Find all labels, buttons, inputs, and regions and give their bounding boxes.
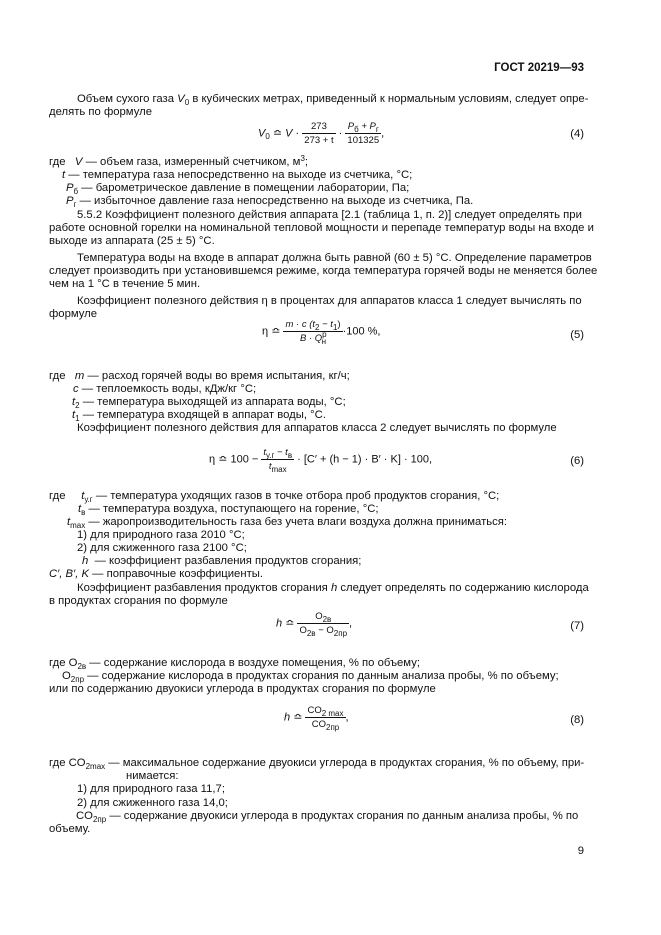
- def-t: t — температура газа непосредственно на выходе из счетчика, °С;: [62, 169, 413, 181]
- def-co2max-line2: нимается:: [126, 770, 179, 782]
- def-tmax: $t_{max}$ — жаропроизводительность газа без учета влаги воздуха должна приниматься:: [67, 516, 508, 530]
- def-pb: $P_б$ — барометрическое давление в помещении лаборатории, Па;: [66, 182, 410, 196]
- equation-5: η ≏ $\frac{m \cdot c (t_2 - t_1)}{B \cdot Q^р_н}$ ·100 %,: [262, 319, 381, 346]
- def-v: где V — объем газа, измеренный счетчиком, $м^3$;: [49, 154, 309, 168]
- para-v0-line2: делять по формуле: [49, 106, 152, 118]
- equation-8-number: (8): [570, 714, 584, 726]
- eq7-fraction: $\frac{O_{2в}}{O_{2в} - O_{2пр}}$: [299, 611, 348, 638]
- def-tv: $t_в$ — температура воздуха, поступающего на горение, °С;: [78, 503, 379, 517]
- standard-header: ГОСТ 20219—93: [494, 62, 584, 74]
- eq5-fraction: $\frac{m \cdot c (t_2 - t_1)}{B \cdot Q^р_н}$: [285, 319, 341, 346]
- def-tug: где $t_{у.г}$ — температура уходящих газов в точке отбора проб продуктов сгорания, °С;: [49, 490, 500, 504]
- para-kpd2: Коэффициент полезного действия для аппаратов класса 2 следует вычислять по формуле: [77, 422, 557, 434]
- equation-4-number: (4): [570, 128, 584, 140]
- def-correction-coefficients: C′, B′, K — поправочные коэффициенты.: [49, 568, 264, 580]
- para-h-line2: в продуктах сгорания по формуле: [49, 595, 228, 607]
- page-number: 9: [577, 845, 584, 857]
- para-h-line1: Коэффициент разбавления продуктов сгорания h следует определять по содержанию кислорода: [77, 582, 589, 594]
- def-pg: $P_г$ — избыточное давление газа непосредственно на выходе из счетчика, Па.: [66, 195, 474, 209]
- def-o2v: где $O_{2в}$ — содержание кислорода в воздухе помещения, % по объему;: [49, 657, 420, 671]
- tmax-item-1: 1) для природного газа 2010 °С;: [77, 529, 245, 541]
- equation-7-number: (7): [570, 620, 584, 632]
- para-552-line1: 5.5.2 Коэффициент полезного действия аппарата [2.1 (таблица 1, п. 2)] следует определять при: [77, 209, 582, 221]
- para-temp-line2: следует производить при установившемся режиме, когда температура горячей воды не меняется более: [49, 265, 598, 277]
- co2-item-2: 2) для сжиженного газа 14,0;: [77, 797, 228, 809]
- para-552-line2: работе основной горелки на номинальной тепловой мощности и перепаде температур воды на входе и: [49, 222, 594, 234]
- def-co2pr-line2: объему.: [49, 823, 91, 835]
- def-o2pr: $O_{2пр}$ — содержание кислорода в продуктах сгорания по данным анализа пробы, % по объему;: [62, 670, 559, 684]
- tmax-item-2: 2) для сжиженного газа 2100 °С;: [77, 542, 247, 554]
- para-552-line3: выходе из аппарата (25 ± 5) °С.: [49, 235, 215, 247]
- para-kpd1-line1: Коэффициент полезного действия η в процентах для аппаратов класса 1 следует вычислять по: [77, 295, 582, 307]
- para-temp-line3: чем на 1 °С в течение 5 мин.: [49, 278, 201, 290]
- def-co2max-line1: где $CO_{2max}$ — максимальное содержание двуокиси углерода в продуктах сгорания, % по объему, при-: [49, 757, 585, 771]
- eq4-fraction-pressure: $\frac{P_б + P_г}{101325}$: [347, 121, 380, 146]
- para-v0-line1: Объем сухого газа $V_0$ в кубических метрах, приведенный к нормальным условиям, следует опре-: [77, 93, 589, 107]
- para-temp-line1: Температура воды на входе в аппарат должна быть равной (60 ± 5) °С. Определение параметров: [77, 252, 592, 264]
- def-co2pr-line1: $CO_{2пр}$ — содержание двуокиси углерода в продуктах сгорания по данным анализа пробы, % по: [76, 810, 579, 824]
- equation-8: h ≏ $\frac{CO_{2 max}}{CO_{2пр}}$ ,: [284, 705, 349, 732]
- def-t2: $t_2$ — температура выходящей из аппарата воды, °С;: [72, 396, 346, 410]
- equation-6: η ≏ 100 − $\frac{t_{у.г} - t_в}{t_{max}}$ · [C′ + (h − 1) · B′ · K] · 100,: [209, 447, 433, 474]
- def-t1: $t_1$ — температура входящей в аппарат воды, °С.: [72, 409, 326, 423]
- eq4-fraction-temp: $\frac{273}{273 + t}$: [304, 121, 334, 146]
- para-kpd1-line2: формуле: [49, 308, 98, 320]
- equation-5-number: (5): [570, 329, 584, 341]
- equation-4: $V_0$ ≏ V · $\frac{273}{273 + t}$ · $\frac{P_б + P_г}{101325}$ ,: [258, 121, 385, 146]
- equation-6-number: (6): [570, 455, 584, 467]
- equation-7: h ≏ $\frac{O_{2в}}{O_{2в} - O_{2пр}}$ ,: [276, 611, 353, 638]
- eq6-fraction: $\frac{t_{у.г} - t_в}{t_{max}}$: [263, 447, 293, 474]
- para-co2: или по содержанию двуокиси углерода в продуктах сгорания по формуле: [49, 683, 436, 695]
- co2-item-1: 1) для природного газа 11,7;: [77, 783, 225, 795]
- def-h: h — коэффициент разбавления продуктов сгорания;: [82, 555, 362, 567]
- def-c: c — теплоемкость воды, кДж/кг °С;: [73, 383, 257, 395]
- def-m: где m — расход горячей воды во время испытания, кг/ч;: [49, 370, 350, 382]
- eq8-fraction: $\frac{CO_{2 max}}{CO_{2пр}}$: [307, 705, 344, 732]
